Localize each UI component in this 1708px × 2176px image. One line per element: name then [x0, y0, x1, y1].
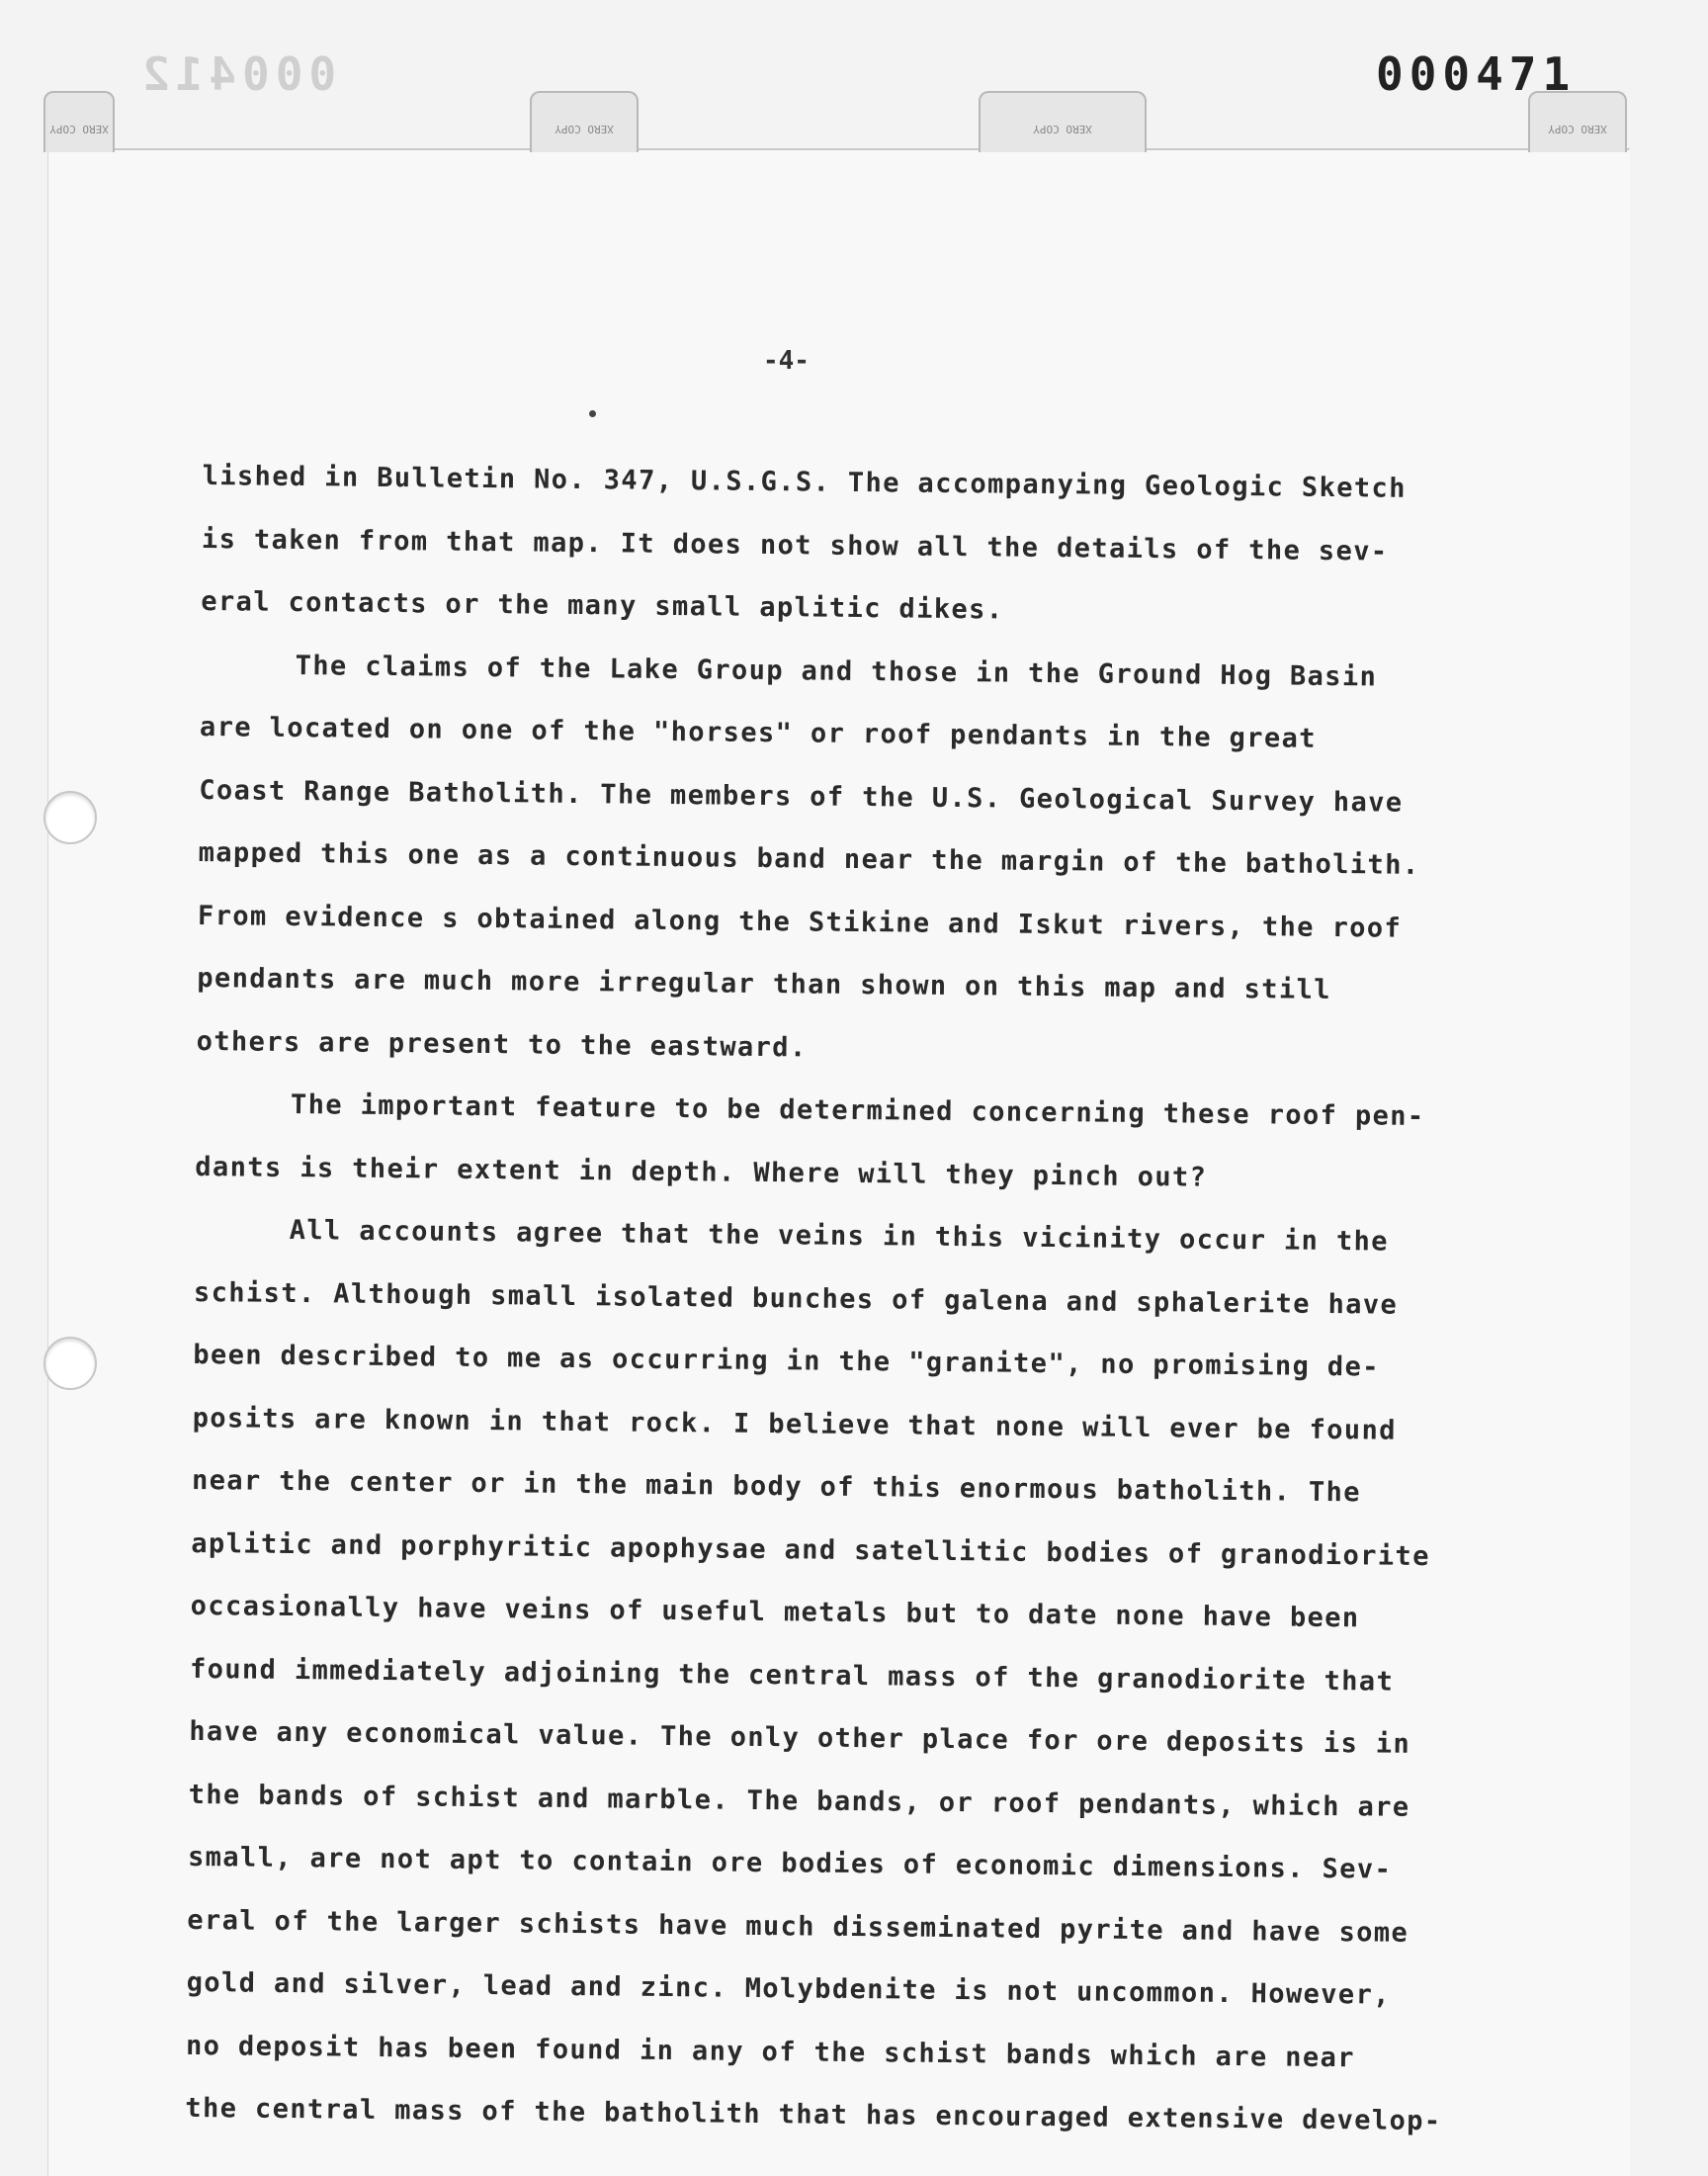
- text-line: The claims of the Lake Group and those in the Ground Hog Basin: [295, 650, 1378, 692]
- text-line: All accounts agree that the veins in this vicinity occur in the: [289, 1214, 1390, 1258]
- text-line: pendants are much more irregular than shown on this map and still: [197, 962, 1332, 1005]
- text-line: are located on one of the "horses" or roof pendants in the great: [199, 711, 1318, 754]
- page-top-edge: [47, 148, 1629, 150]
- text-line: no deposit has been found in any of the schist bands which are near: [185, 2030, 1356, 2073]
- text-line: dants is their extent in depth. Where will they pinch out?: [195, 1151, 1208, 1193]
- ink-speck: [589, 410, 596, 417]
- text-line: eral of the larger schists have much disseminated pyrite and have some: [187, 1904, 1409, 1949]
- xerox-tab-1: XERO COPY: [43, 91, 115, 152]
- punch-hole-lower: [43, 1337, 97, 1390]
- text-line: have any economical value. The only other place for ore deposits is in: [189, 1715, 1411, 1760]
- xerox-tab-3: XERO COPY: [979, 91, 1147, 152]
- body-text: [185, 445, 1527, 2153]
- xerox-tab-4: XERO COPY: [1528, 91, 1627, 152]
- text-line: From evidence s obtained along the Stikine and Iskut rivers, the roof: [197, 900, 1403, 944]
- text-line: lished in Bulletin No. 347, U.S.G.S. The accompanying Geologic Sketch: [202, 460, 1408, 504]
- text-line: the central mass of the batholith that has encouraged extensive develop-: [185, 2092, 1442, 2137]
- text-line: Coast Range Batholith. The members of the U.S. Geological Survey have: [199, 774, 1404, 819]
- text-line: others are present to the eastward.: [196, 1025, 808, 1063]
- text-line: near the center or in the main body of this enormous batholith. The: [191, 1464, 1362, 1509]
- text-line: been described to me as occurring in the "granite", no promising de-: [193, 1339, 1381, 1383]
- xerox-tab-2: XERO COPY: [530, 91, 639, 152]
- text-line: is taken from that map. It does not show all the details of the sev-: [201, 523, 1389, 567]
- page-number: -4-: [763, 346, 810, 376]
- text-line: posits are known in that rock. I believe that none will ever be found: [192, 1402, 1398, 1446]
- text-line: eral contacts or the many small aplitic dikes.: [201, 585, 1004, 626]
- text-line: aplitic and porphyritic apophysae and satellitic bodies of granodiorite: [191, 1527, 1430, 1572]
- text-line: small, are not apt to contain ore bodies of economic dimensions. Sev-: [187, 1841, 1393, 1885]
- punch-hole-upper: [43, 791, 97, 844]
- text-line: The important feature to be determined concerning these roof pen-: [290, 1088, 1425, 1132]
- document-number-stamp: 000471: [1376, 47, 1577, 101]
- text-line: found immediately adjoining the central mass of the granodiorite that: [189, 1653, 1395, 1697]
- text-line: the bands of schist and marble. The bands, or roof pendants, which are: [188, 1779, 1410, 1823]
- text-line: gold and silver, lead and zinc. Molybdenite is not uncommon. However,: [186, 1966, 1392, 2011]
- text-line: mapped this one as a continuous band near the margin of the batholith.: [198, 836, 1420, 881]
- text-line: schist. Although small isolated bunches of galena and sphalerite have: [193, 1276, 1399, 1321]
- faded-bleedthrough-number: 000412: [136, 47, 337, 101]
- text-line: occasionally have veins of useful metals but to date none have been: [190, 1590, 1360, 1634]
